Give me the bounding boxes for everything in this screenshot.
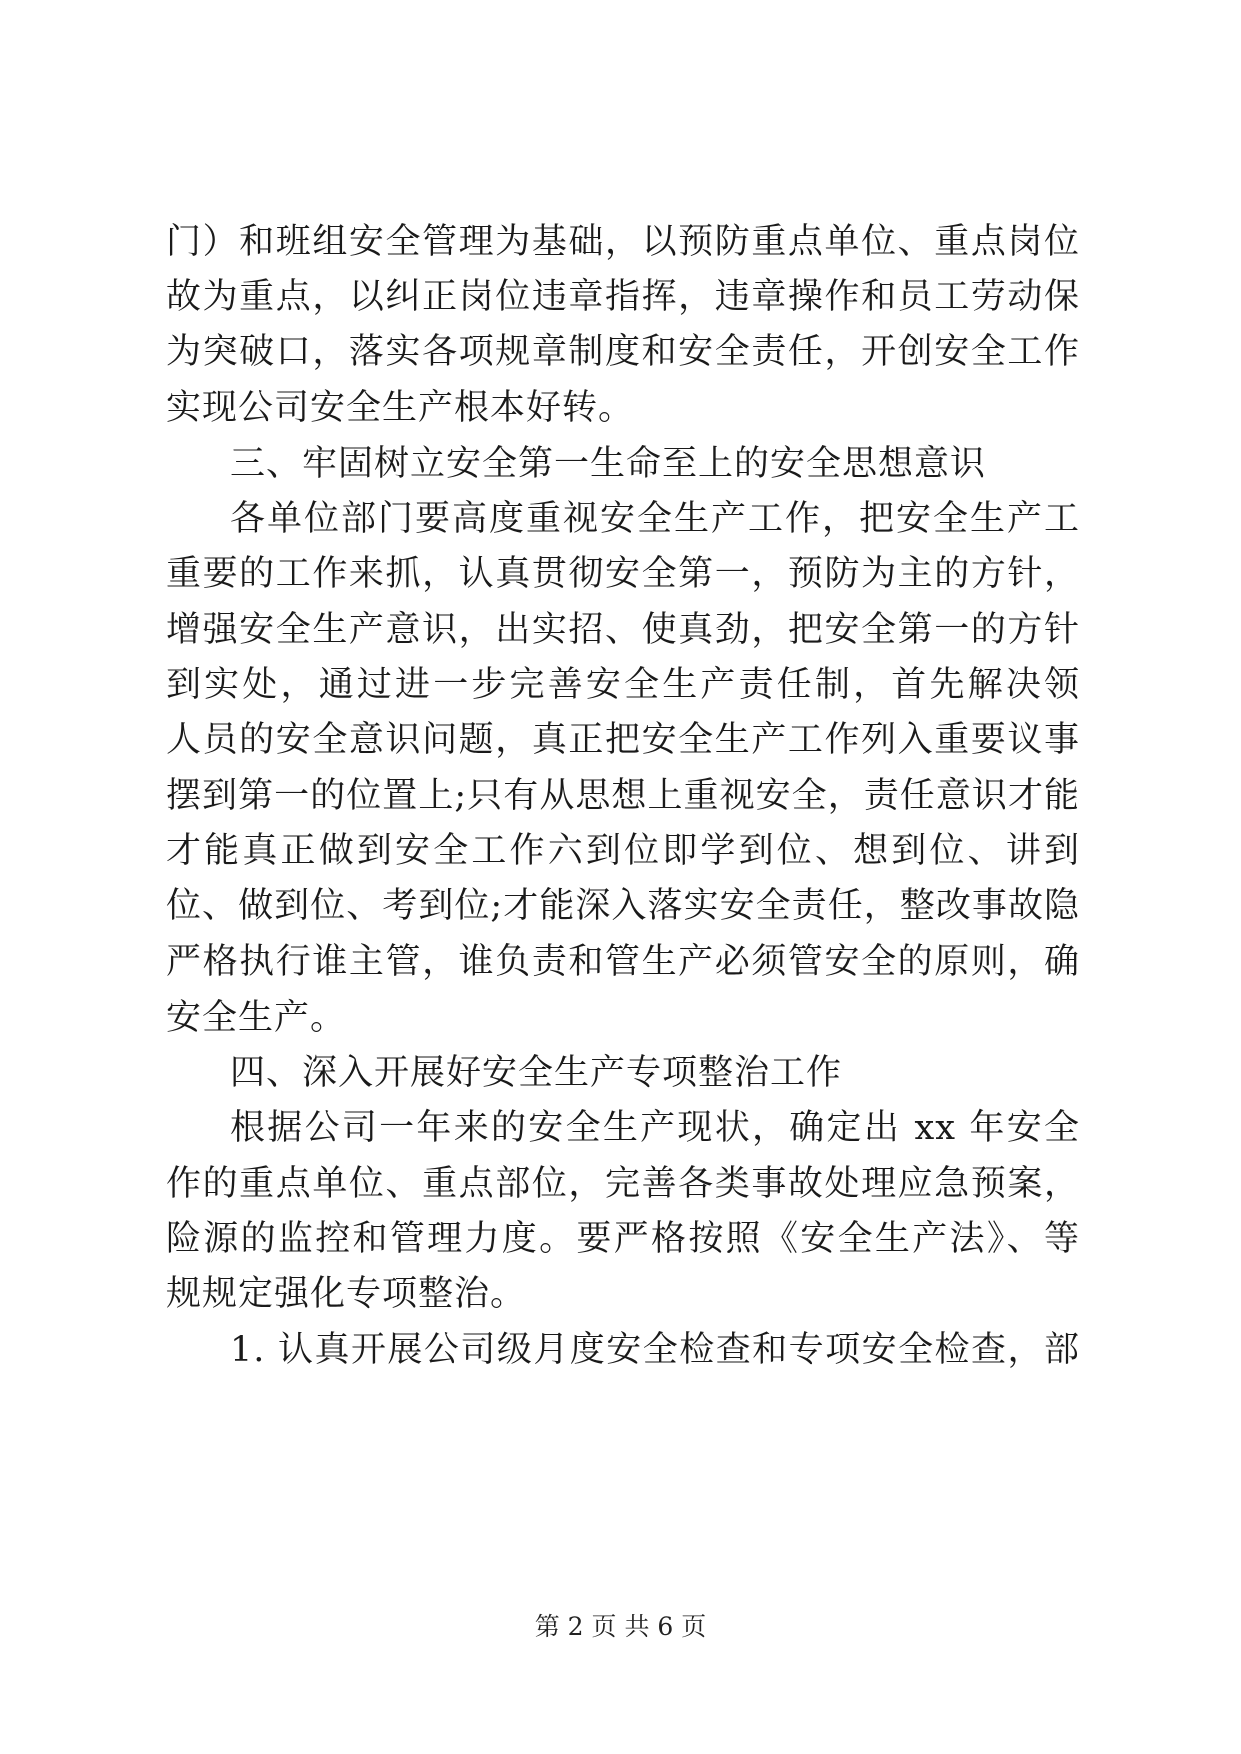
text-line: 为突破口，落实各项规章制度和安全责任，开创安全工作 bbox=[166, 332, 1080, 372]
text-line: 人员的安全意识问题，真正把安全生产工作列入重要议事 bbox=[166, 720, 1080, 760]
text-line: 安全生产。 bbox=[166, 998, 347, 1038]
text-line: 重要的工作来抓，认真贯彻安全第一，预防为主的方针， bbox=[166, 554, 1080, 594]
list-item: 1. 认真开展公司级月度安全检查和专项安全检查，部 bbox=[230, 1330, 1080, 1370]
text-line: 作的重点单位、重点部位，完善各类事故处理应急预案， bbox=[166, 1164, 1080, 1204]
text-line: 各单位部门要高度重视安全生产工作，把安全生产工 bbox=[230, 499, 1080, 539]
page-number: 第 2 页 共 6 页 bbox=[534, 1612, 707, 1641]
text-line: 实现公司安全生产根本好转。 bbox=[166, 388, 635, 428]
text-line: 规规定强化专项整治。 bbox=[166, 1274, 527, 1314]
text-line: 摆到第一的位置上;只有从思想上重视安全，责任意识才能 bbox=[166, 776, 1080, 816]
text-line: 根据公司一年来的安全生产现状，确定出 xx 年安全 bbox=[230, 1108, 1080, 1148]
text-line: 到实处，通过进一步完善安全生产责任制，首先解决领 bbox=[166, 665, 1080, 705]
text-line: 位、做到位、考到位;才能深入落实安全责任，整改事故隐 bbox=[166, 886, 1080, 926]
section-heading: 四、深入开展好安全生产专项整治工作 bbox=[230, 1053, 843, 1093]
text-line: 严格执行谁主管，谁负责和管生产必须管安全的原则，确 bbox=[166, 942, 1080, 982]
text-line: 险源的监控和管理力度。要严格按照《安全生产法》、等 bbox=[166, 1219, 1080, 1259]
text-line: 门）和班组安全管理为基础，以预防重点单位、重点岗位 bbox=[166, 222, 1080, 262]
text-line: 故为重点，以纠正岗位违章指挥，违章操作和员工劳动保 bbox=[166, 277, 1080, 317]
section-heading: 三、牢固树立安全第一生命至上的安全思想意识 bbox=[230, 444, 987, 484]
text-line: 才能真正做到安全工作六到位即学到位、想到位、讲到 bbox=[166, 831, 1080, 871]
text-line: 增强安全生产意识，出实招、使真劲，把安全第一的方针 bbox=[166, 610, 1080, 650]
